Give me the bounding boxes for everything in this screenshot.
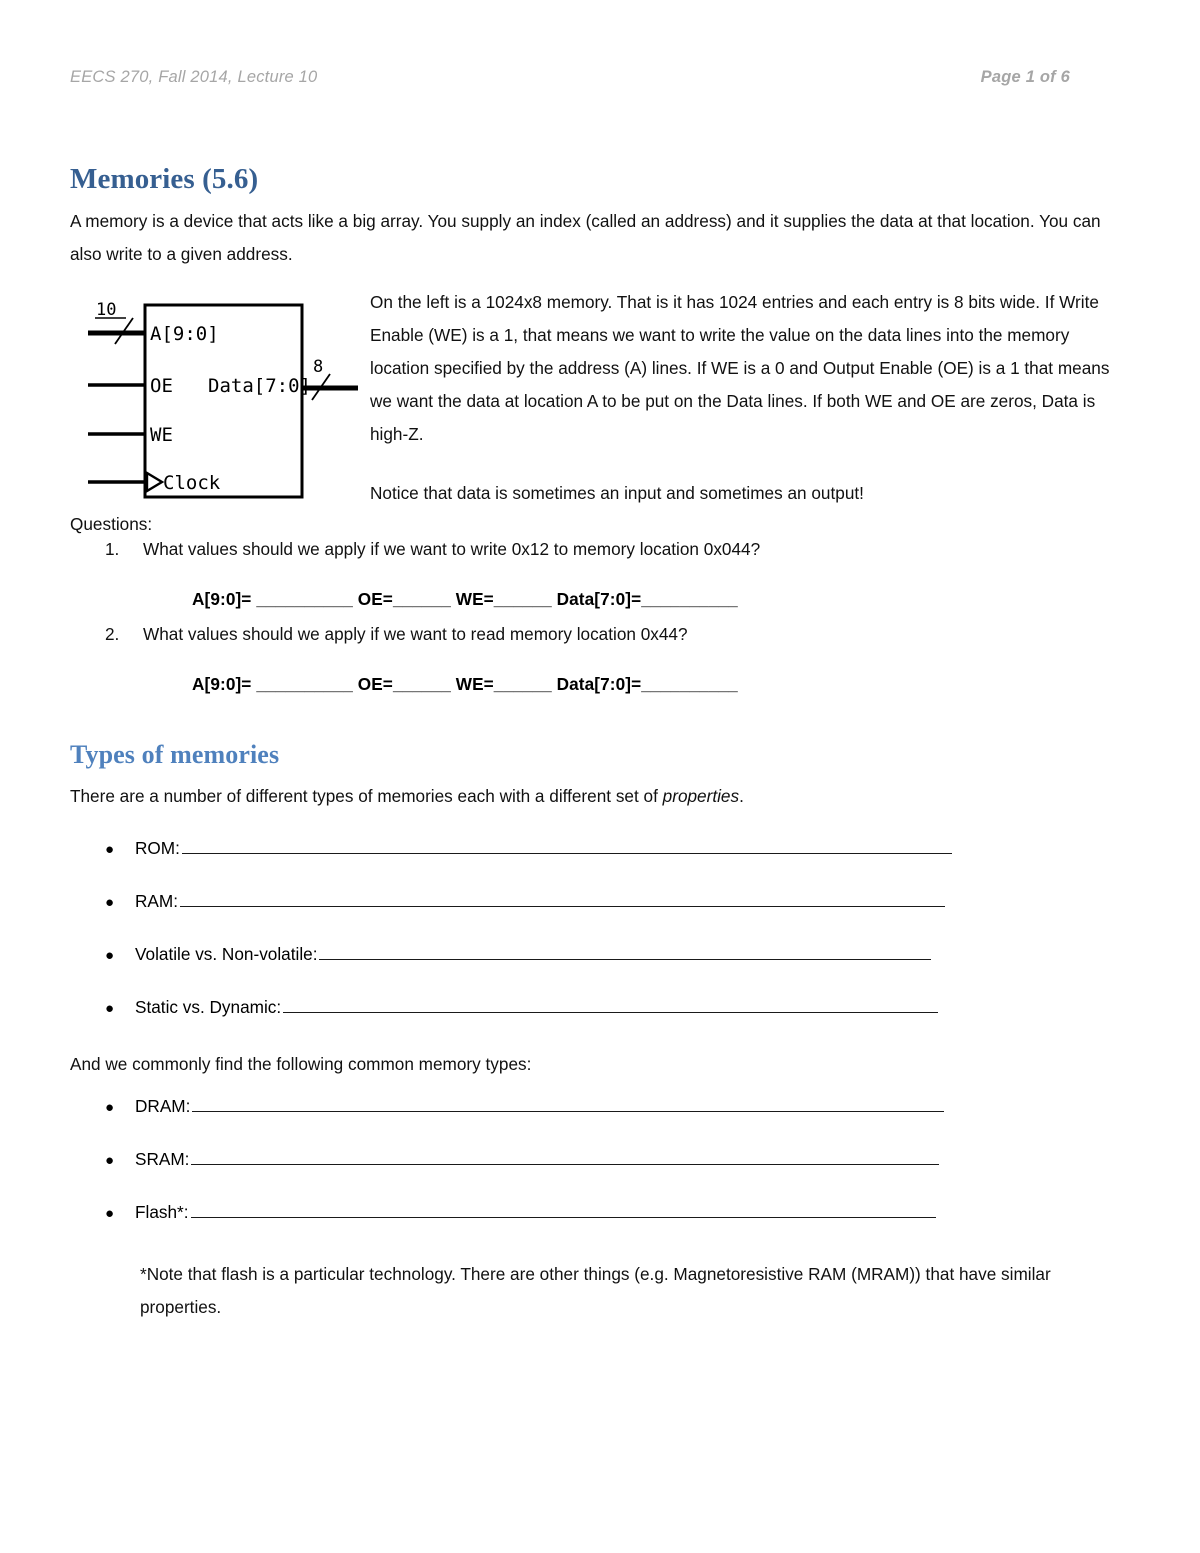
bullet-icon: ●: [105, 1205, 115, 1222]
list-item-label: Static vs. Dynamic:: [135, 997, 282, 1017]
types-intro-emphasis: properties: [662, 786, 740, 806]
header-page-number: Page 1 of 6: [980, 68, 1070, 86]
list-item-ram: [105, 885, 945, 919]
questions-label: Questions:: [70, 514, 153, 534]
blank-fill-line[interactable]: [191, 1199, 936, 1218]
list-item-volatile-vs-nonvolatile: [105, 938, 931, 972]
question-item-2: [105, 618, 1085, 651]
memory-description: [370, 286, 1110, 536]
memories-intro-paragraph: A memory is a device that acts like a big array. You supply an index (called an address) and it supplies the data at that location. You can also write to a given address.: [70, 211, 1101, 264]
question-text-2: What values should we apply if we want to read memory location 0x44?: [143, 624, 688, 644]
question-number-2: 2.: [105, 624, 120, 644]
list-item-label: DRAM:: [135, 1096, 191, 1116]
list-item-label: Flash*:: [135, 1202, 189, 1222]
blank-fill-line[interactable]: [180, 888, 945, 907]
section-heading-types-of-memories: Types of memories: [70, 740, 280, 769]
bullet-icon: ●: [105, 1000, 115, 1017]
page-header: [70, 68, 1070, 87]
blank-fill-line[interactable]: [319, 941, 931, 960]
memory-description-paragraph-2: Notice that data is sometimes an input and sometimes an output!: [370, 483, 864, 503]
answer-blank-line-2[interactable]: A[9:0]= __________ OE=______ WE=______ Data[7:0]=__________: [192, 674, 738, 694]
types-intro-before: There are a number of different types of memories each with a different set of: [70, 786, 663, 806]
bullet-icon: ●: [105, 947, 115, 964]
types-intro-after: .: [739, 786, 744, 806]
list-item-dram: [105, 1090, 944, 1124]
flash-footnote: *Note that flash is a particular technology. There are other things (e.g. Magnetoresistive RAM (MRAM)) that have similar properties.: [140, 1264, 1051, 1317]
blank-fill-line[interactable]: [283, 994, 938, 1013]
question-text-1: What values should we apply if we want to write 0x12 to memory location 0x044?: [143, 539, 761, 559]
port-label-clock: Clock: [163, 472, 221, 494]
memory-description-paragraph-1: On the left is a 1024x8 memory. That is it has 1024 entries and each entry is 8 bits wide. If Write Enable (WE) is a 1, that means we want to write the value on the data lines into the memory location specified by the address (A) lines. If WE is a 0 and Output Enable (OE) is a 1 that means we want the data at location A to be put on the Data lines. If both WE and OE are zeros, Data is high-Z.: [370, 292, 1110, 444]
types-intro-paragraph: [70, 780, 1105, 813]
blank-fill-line[interactable]: [182, 835, 952, 854]
list-item-rom: [105, 832, 952, 866]
bullet-icon: ●: [105, 841, 115, 858]
address-bus-width-label: 10: [96, 300, 117, 320]
list-item-flash: [105, 1196, 936, 1230]
list-item-label: Volatile vs. Non-volatile:: [135, 944, 318, 964]
answer-blank-line-1[interactable]: A[9:0]= __________ OE=______ WE=______ Data[7:0]=__________: [192, 589, 738, 609]
list-item-static-vs-dynamic: [105, 991, 938, 1025]
blank-fill-line[interactable]: [191, 1146, 939, 1165]
blank-fill-line[interactable]: [192, 1093, 944, 1112]
list-item-sram: [105, 1143, 939, 1177]
port-label-we: WE: [150, 424, 173, 446]
data-bus-width-label: 8: [313, 357, 324, 377]
bullet-icon: ●: [105, 1099, 115, 1116]
memory-block-diagram: [70, 288, 360, 508]
list-item-label: SRAM:: [135, 1149, 190, 1169]
port-label-address: A[9:0]: [150, 323, 219, 345]
section-heading-memories: Memories (5.6): [70, 163, 259, 195]
port-label-oe: OE: [150, 375, 173, 397]
common-types-intro-paragraph: And we commonly find the following common memory types:: [70, 1054, 532, 1074]
bullet-icon: ●: [105, 894, 115, 911]
question-number-1: 1.: [105, 539, 120, 559]
list-item-label: RAM:: [135, 891, 178, 911]
list-item-label: ROM:: [135, 838, 180, 858]
question-item-1: [105, 533, 1085, 566]
port-label-data: Data[7:0]: [208, 375, 311, 397]
bullet-icon: ●: [105, 1152, 115, 1169]
header-course-label: EECS 270, Fall 2014, Lecture 10: [70, 68, 318, 86]
